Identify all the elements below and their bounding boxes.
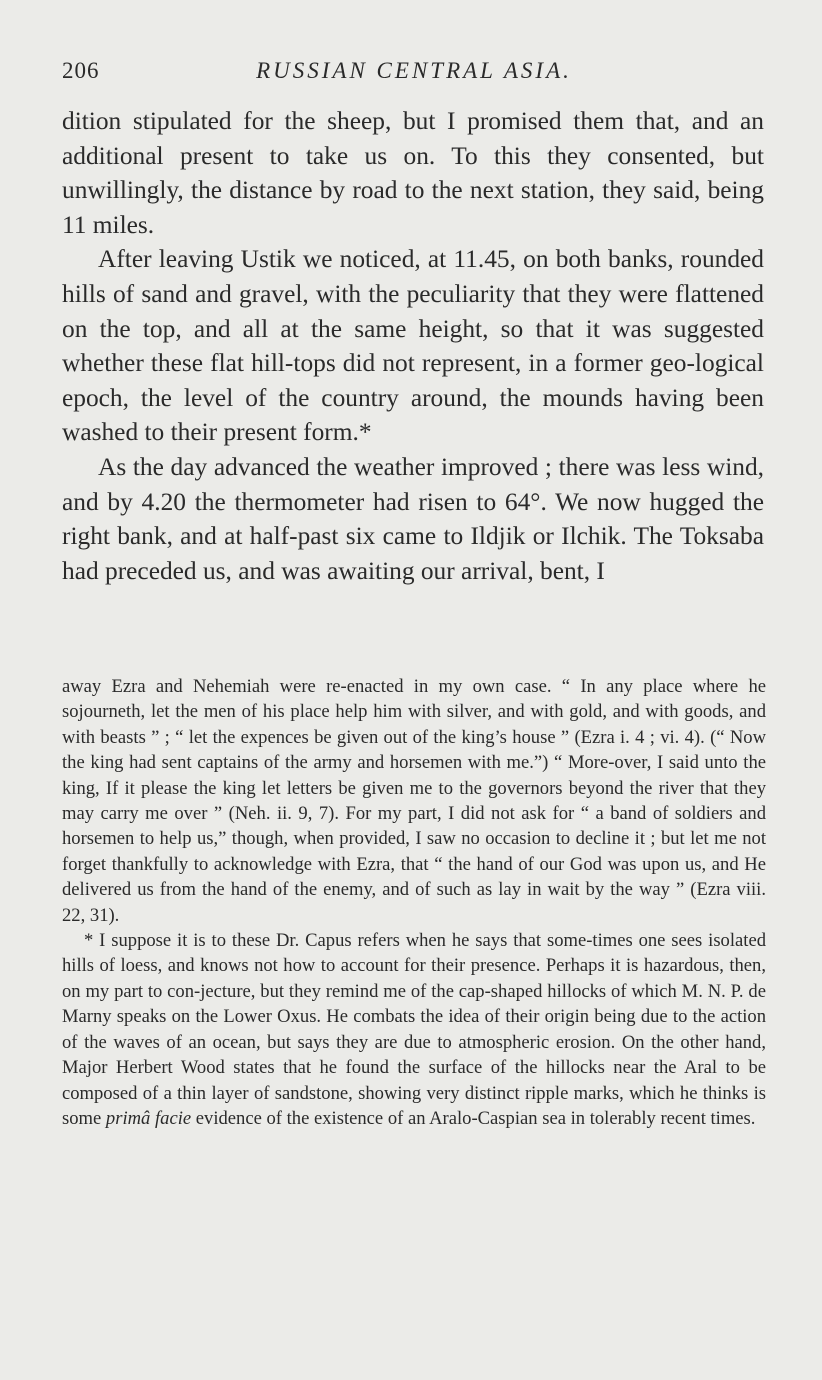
footnote-star-text: * I suppose it is to these Dr. Capus refers when he says that some-times one sees isolated hills of loess, and knows not how to account for their presence. Perhaps it is hazardous, then, on my part to con-jecture, but they remind me of the cap-shaped hillocks of which M. N. P. de Marny speaks on the Lower Oxus. He combats the idea of their origin being due to the action of the waves of an ocean, but says they are due to atmospheric erosion. On the other hand, Major Herbert Wood states that he found the surface of the hillocks near the Aral to be composed of a thin layer of sandstone, showing very distinct ripple marks, which he thinks is some (62, 930, 766, 1129)
running-head (62, 58, 766, 92)
page-number: 206 (62, 58, 100, 83)
footnote-star-end: evidence of the existence of an Aralo-Caspian sea in tolerably recent times. (195, 1107, 756, 1129)
footnote-star-italic: primâ facie (105, 1107, 192, 1129)
main-text (62, 104, 764, 588)
footnote-continued: away Ezra and Nehemiah were re-enacted in my own case. “ In any place where he sojourneth, let the men of his place help him with silver, and with gold, and with goods, and with beasts ” ; “ let the expences be given out of the king’s house ” (Ezra i. 4 ; vi. 4). (“ Now the king had sent captains of the army and horsemen with me.”) “ More-over, I said unto the king, If it please the king let letters be given me to the governors beyond the river that they may carry me over ” (Neh. ii. 9, 7). For my part, I did not ask for “ a band of soldiers and horsemen to help us,” though, when provided, I saw no occasion to decline it ; but let me not forget thankfully to acknowledge with Ezra, that “ the hand of our God was upon us, and He delivered us from the hand of the enemy, and of such as lay in wait by the way ” (Ezra viii. 22, 31). (62, 676, 766, 926)
paragraph-weather: As the day advanced the weather improved ; there was less wind, and by 4.20 the thermometer had risen to 64°. We now hugged the right bank, and at half-past six came to Ildjik or Ilchik. The Toksaba had preceded us, and was awaiting our arrival, bent, I (62, 452, 764, 585)
paragraph-continued: dition stipulated for the sheep, but I promised them that, and an additional present to take us on. To this they consented, but unwillingly, the distance by road to the next station, they said, being 11 miles. (62, 107, 764, 239)
running-title: RUSSIAN CENTRAL ASIA. (256, 58, 572, 83)
footnote-star (62, 928, 766, 1131)
footnotes (62, 674, 766, 1131)
paragraph-ustik: After leaving Ustik we noticed, at 11.45, on both banks, rounded hills of sand and gravel, with the peculiarity that they were flattened on the top, and all at the same height, so that it was suggested whether these flat hill-tops did not represent, in a former geo-logical epoch, the level of the country around, the mounds having been washed to their present form.* (62, 245, 764, 447)
